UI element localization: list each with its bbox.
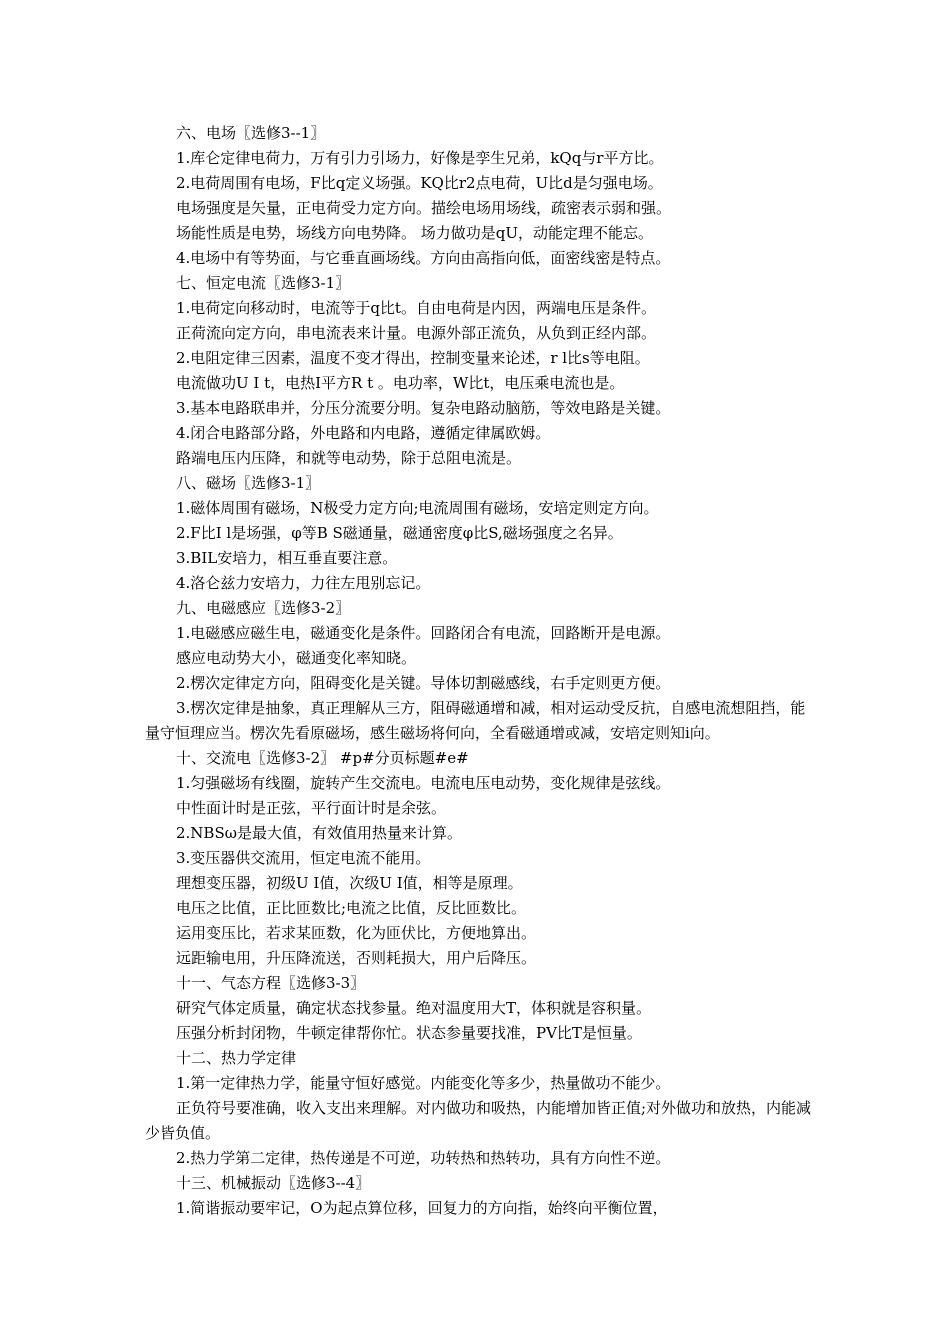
text-line: 4.闭合电路部分路，外电路和内电路，遵循定律属欧姆。 (176, 424, 551, 442)
text-line: 2.电阻定律三因素，温度不变才得出，控制变量来论述，r l比s等电阻。 (176, 349, 650, 367)
text-line: 场能性质是电势，场线方向电势降。 场力做功是qU，动能定理不能忘。 (176, 224, 654, 242)
document-body (145, 121, 817, 1221)
text-line: 路端电压内压降，和就等电动势，除于总阻电流是。 (176, 449, 522, 467)
text-line: 1.库仑定律电荷力，万有引力引场力，好像是孪生兄弟，kQq与r平方比。 (176, 149, 664, 167)
text-line: 1.电磁感应磁生电，磁通变化是条件。回路闭合有电流，回路断开是电源。 (176, 624, 671, 642)
text-line: 2.F比I l是场强，φ等B S磁通量，磁通密度φ比S,磁场强度之名异。 (176, 524, 623, 542)
text-line: 2.NBSω是最大值，有效值用热量来计算。 (176, 824, 462, 842)
text-line: 压强分析封闭物，牛顿定律帮你忙。状态参量要找准，PV比T是恒量。 (176, 1024, 642, 1042)
text-line: 3.基本电路联串并，分压分流要分明。复杂电路动脑筋，等效电路是关键。 (176, 399, 671, 417)
text-line: 4.电场中有等势面，与它垂直画场线。方向由高指向低，面密线密是特点。 (176, 249, 671, 267)
text-paragraph: 3.楞次定律是抽象，真正理解从三方，阻碍磁通增和减，相对运动受反抗，自感电流想阻挡，能量守恒理应当。楞次先看原磁场，感生磁场将何向，全看磁通增或减，安培定则知i向。 (145, 699, 806, 742)
text-line: 1.第一定律热力学，能量守恒好感觉。内能变化等多少，热量做功不能少。 (176, 1074, 671, 1092)
text-line: 理想变压器，初级U I值，次级U I值，相等是原理。 (176, 874, 523, 892)
text-line: 十二、热力学定律 (176, 1049, 297, 1067)
text-line: 1.电荷定向移动时，电流等于q比t。自由电荷是内因，两端电压是条件。 (176, 299, 656, 317)
text-line: 4.洛仑兹力安培力，力往左甩别忘记。 (176, 574, 431, 592)
text-line: 远距输电用，升压降流送，否则耗损大，用户后降压。 (176, 949, 537, 967)
text-line: 1.简谐振动要牢记，O为起点算位移，回复力的方向指，始终向平衡位置， (176, 1199, 668, 1217)
text-line: 2.楞次定律定方向，阻碍变化是关键。导体切割磁感线，右手定则更方便。 (176, 674, 671, 692)
text-line: 运用变压比，若求某匝数，化为匝伏比，方便地算出。 (176, 924, 537, 942)
text-line: 2.热力学第二定律，热传递是不可逆，功转热和热转功，具有方向性不逆。 (176, 1149, 671, 1167)
text-line: 研究气体定质量，确定状态找参量。绝对温度用大T，体积就是容积量。 (176, 999, 652, 1017)
text-paragraph: 正负符号要准确，收入支出来理解。对内做功和吸热，内能增加皆正值;对外做功和放热，内能减少皆负值。 (145, 1099, 812, 1142)
text-line: 六、电场〖选修3--1〗 (176, 124, 326, 142)
text-line: 1.磁体周围有磁场，N极受力定方向;电流周围有磁场，安培定则定方向。 (176, 499, 659, 517)
text-line: 2.电荷周围有电场，F比q定义场强。KQ比r2点电荷，U比d是匀强电场。 (176, 174, 663, 192)
text-line: 电场强度是矢量，正电荷受力定方向。描绘电场用场线，疏密表示弱和强。 (176, 199, 672, 217)
text-line: 中性面计时是正弦，平行面计时是余弦。 (176, 799, 447, 817)
text-line: 电流做功U I t，电热I平方R t 。电功率，W比t，电压乘电流也是。 (176, 374, 625, 392)
text-line: 十、交流电〖选修3-2〗 #p#分页标题#e# (176, 749, 469, 767)
text-line: 十三、机械振动〖选修3--4〗 (176, 1174, 371, 1192)
text-line: 1.匀强磁场有线圈，旋转产生交流电。电流电压电动势，变化规律是弦线。 (176, 774, 671, 792)
text-line: 感应电动势大小，磁通变化率知晓。 (176, 649, 417, 667)
text-line: 九、电磁感应〖选修3-2〗 (176, 599, 351, 617)
text-line: 3.变压器供交流用，恒定电流不能用。 (176, 849, 431, 867)
text-line: 十一、气态方程〖选修3-3〗 (176, 974, 366, 992)
text-line: 电压之比值，正比匝数比;电流之比值，反比匝数比。 (176, 899, 527, 917)
text-line: 八、磁场〖选修3-1〗 (176, 474, 321, 492)
text-line: 正荷流向定方向，串电流表来计量。电源外部正流负，从负到正经内部。 (176, 324, 657, 342)
text-line: 3.BIL安培力，相互垂直要注意。 (176, 549, 398, 567)
text-line: 七、恒定电流〖选修3-1〗 (176, 274, 351, 292)
